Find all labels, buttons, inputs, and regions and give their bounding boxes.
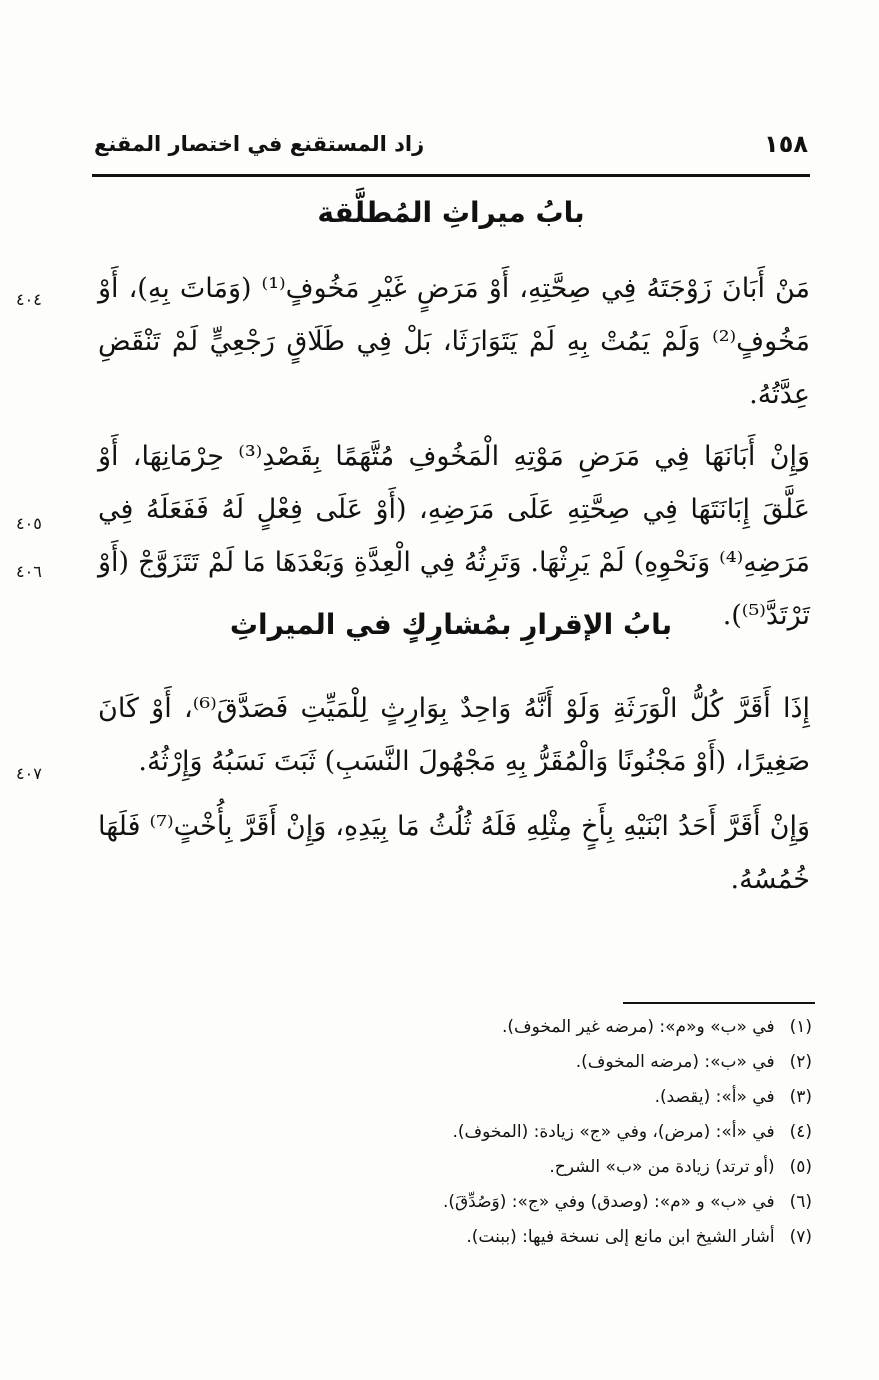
paragraph-body-1: مَنْ أَبَانَ زَوْجَتَهُ فِي صِحَّتِهِ، أَوْ مَرَضٍ غَيْرِ مَخُوفٍ⁽¹⁾ (وَمَاتَ بِهِ)، أَوْ مَخُوفٍ⁽²⁾ وَلَمْ يَمُتْ بِهِ لَمْ يَتَوَارَثَا، بَلْ فِي طَلَاقٍ رَجْعِيٍّ لَمْ تَنْقَضِ عِدَّتُهُ. [98,273,810,410]
footnote-text: في «ب» و «م»: (وصدق) وفي «ج»: (وَصُدِّقَ). [442,1192,775,1212]
footnote-number: (٣) [789,1087,812,1107]
footnote-number: (٤) [789,1122,812,1142]
footnote-item [300,1045,812,1080]
footnote-item [300,1185,812,1220]
paragraph-body-2: وَإِنْ أَبَانَهَا فِي مَرَضِ مَوْتِهِ الْمَخُوفِ مُتَّهَمًا بِقَصْدِ⁽³⁾ حِرْمَانِهَا، أَوْ عَلَّقَ إِبَانَتَهَا فِي صِحَّتِهِ عَلَى مَرَضِهِ، (أَوْ عَلَى فِعْلٍ لَهُ فَفَعَلَهُ فِي مَرَضِهِ⁽⁴⁾ وَنَحْوِهِ) لَمْ يَرِثْهَا. وَتَرِثُهُ فِي الْعِدَّةِ وَبَعْدَهَا مَا لَمْ تَتَزَوَّجْ (أَوْ تَرْتَدَّ⁽⁵⁾). [98,441,811,631]
footnote-number: (٦) [789,1192,812,1212]
footnote-item [300,1080,812,1115]
footnote-separator [623,1002,815,1004]
running-header [92,130,810,177]
footnote-text: في «أ»: (يقصد). [654,1087,775,1107]
section-heading-divorced-inheritance: بابُ ميراثِ المُطلَّقة [317,196,585,229]
paragraph-body-4: وَإِنْ أَقَرَّ أَحَدُ ابْنَيْهِ بِأَخٍ مِثْلِهِ فَلَهُ ثُلُثُ مَا بِيَدِهِ، وَإِنْ أَقَرَّ بِأُخْتٍ⁽⁷⁾ فَلَهَا خُمُسُهُ. [98,811,810,895]
margin-number: ٤٠٧ [16,764,42,783]
footnote-item [300,1220,812,1255]
margin-number: ٤٠٤ [16,290,42,309]
margin-number: ٤٠٥ [16,514,42,533]
section-heading-acknowledgment-heir: بابُ الإقرارِ بمُشارِكٍ في الميراثِ [229,608,673,641]
footnote-item [300,1010,812,1045]
footnote-text: في «ب»: (مرضه المخوف). [575,1052,775,1072]
footnote-number: (١) [789,1017,812,1037]
paragraph-body-3: إِذَا أَقَرَّ كُلُّ الْوَرَثَةِ وَلَوْ أَنَّهُ وَاحِدٌ بِوَارِثٍ لِلْمَيِّتِ فَصَدَّقَ⁽⁶⁾، أَوْ كَانَ صَغِيرًا، (أَوْ مَجْنُونًا وَالْمُقَرُّ بِهِ مَجْهُولَ النَّسَبِ) ثَبَتَ نَسَبُهُ وَإِرْثُهُ. [98,693,810,777]
footnote-text: (أو ترتد) زيادة من «ب» الشرح. [549,1157,775,1177]
footnote-text: أشار الشيخ ابن مانع إلى نسخة فيها: (ببنت). [466,1227,775,1247]
footnote-item [300,1150,812,1185]
footnote-text: في «ب» و«م»: (مرضه غير المخوف). [501,1017,775,1037]
margin-number: ٤٠٦ [16,562,42,581]
footnote-text: في «أ»: (مرض)، وفي «ج» زيادة: (المخوف). [452,1122,775,1142]
footnotes-list [300,1010,812,1255]
book-title: زاد المستقنع في اختصار المقنع [94,132,425,156]
footnote-number: (٧) [789,1227,812,1247]
footnote-item [300,1115,812,1150]
footnote-number: (٢) [789,1052,812,1072]
footnote-number: (٥) [789,1157,812,1177]
page-number: ١٥٨ [764,130,808,158]
